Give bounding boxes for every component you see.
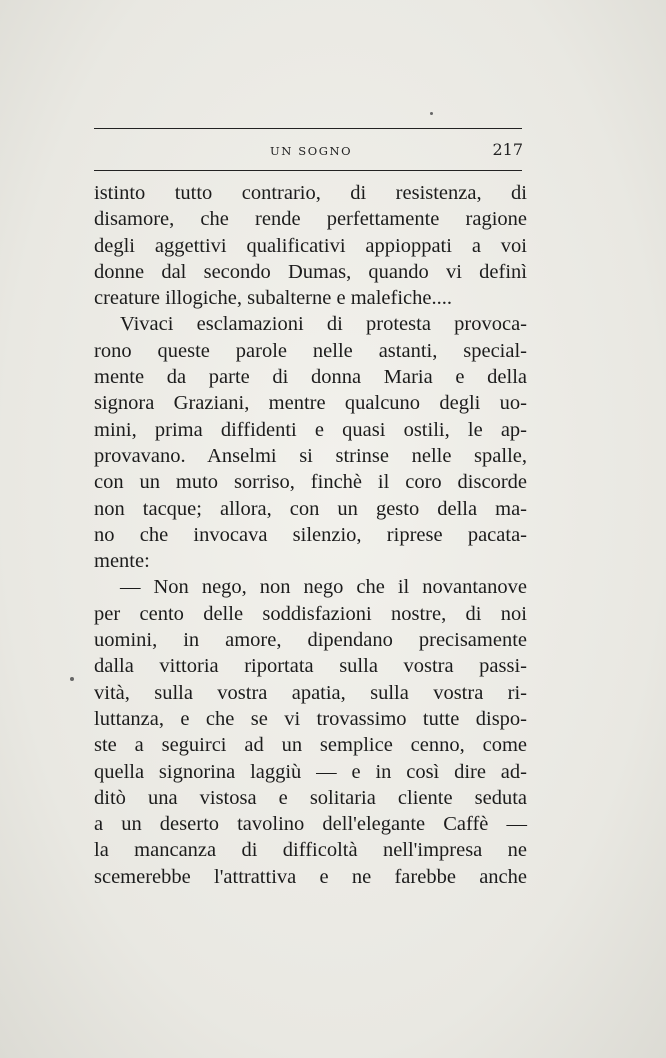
text-line: disamore, che rende perfettamente ragione (94, 208, 527, 231)
running-title: UN SOGNO (270, 144, 353, 158)
text-line: mini, prima diffidenti e quasi ostili, le ap- (94, 418, 527, 441)
text-line: quella signorina laggiù — e in così dire ad- (94, 760, 527, 783)
text-line: per cento delle soddisfazioni nostre, di noi (94, 602, 527, 625)
text-line: la mancanza di difficoltà nell'impresa ne (94, 839, 527, 862)
header-rule-bottom (94, 170, 522, 171)
text-line: rono queste parole nelle astanti, special- (94, 339, 527, 362)
text-line: a un deserto tavolino dell'elegante Caffè — (94, 813, 527, 836)
header-rule-top (94, 128, 522, 129)
text-line: degli aggettivi qualificativi appioppati a voi (94, 234, 527, 257)
page-number: 217 (492, 140, 523, 159)
body-text (94, 180, 527, 890)
text-line: donne dal secondo Dumas, quando vi definì (94, 260, 527, 283)
text-line: no che invocava silenzio, riprese pacata- (94, 523, 527, 546)
text-line: non tacque; allora, con un gesto della ma- (94, 497, 527, 520)
text-line: ditò una vistosa e solitaria cliente seduta (94, 786, 527, 809)
text-line: Vivaci esclamazioni di protesta provoca- (120, 313, 527, 336)
text-line: mente da parte di donna Maria e della (94, 366, 527, 389)
text-line: provavano. Anselmi si strinse nelle spalle, (94, 444, 527, 467)
text-line: uomini, in amore, dipendano precisamente (94, 629, 527, 652)
text-line: vità, sulla vostra apatia, sulla vostra ri- (94, 681, 527, 704)
text-line: — Non nego, non nego che il novantanove (120, 576, 527, 599)
text-line: signora Graziani, mentre qualcuno degli uo- (94, 392, 527, 415)
text-line: con un muto sorriso, finchè il coro discorde (94, 471, 527, 494)
text-line: istinto tutto contrario, di resistenza, di (94, 182, 527, 204)
text-line: dalla vittoria riportata sulla vostra passi- (94, 655, 527, 678)
text-line: luttanza, e che se vi trovassimo tutte dispo- (94, 707, 527, 730)
text-line: mente: (94, 550, 150, 573)
paper-speck (70, 677, 74, 681)
paper-speck (430, 112, 433, 115)
text-line: scemerebbe l'attrattiva e ne farebbe anche (94, 865, 527, 888)
text-line: creature illogiche, subalterne e malefiche.... (94, 287, 452, 310)
text-line: ste a seguirci ad un semplice cenno, come (94, 734, 527, 757)
